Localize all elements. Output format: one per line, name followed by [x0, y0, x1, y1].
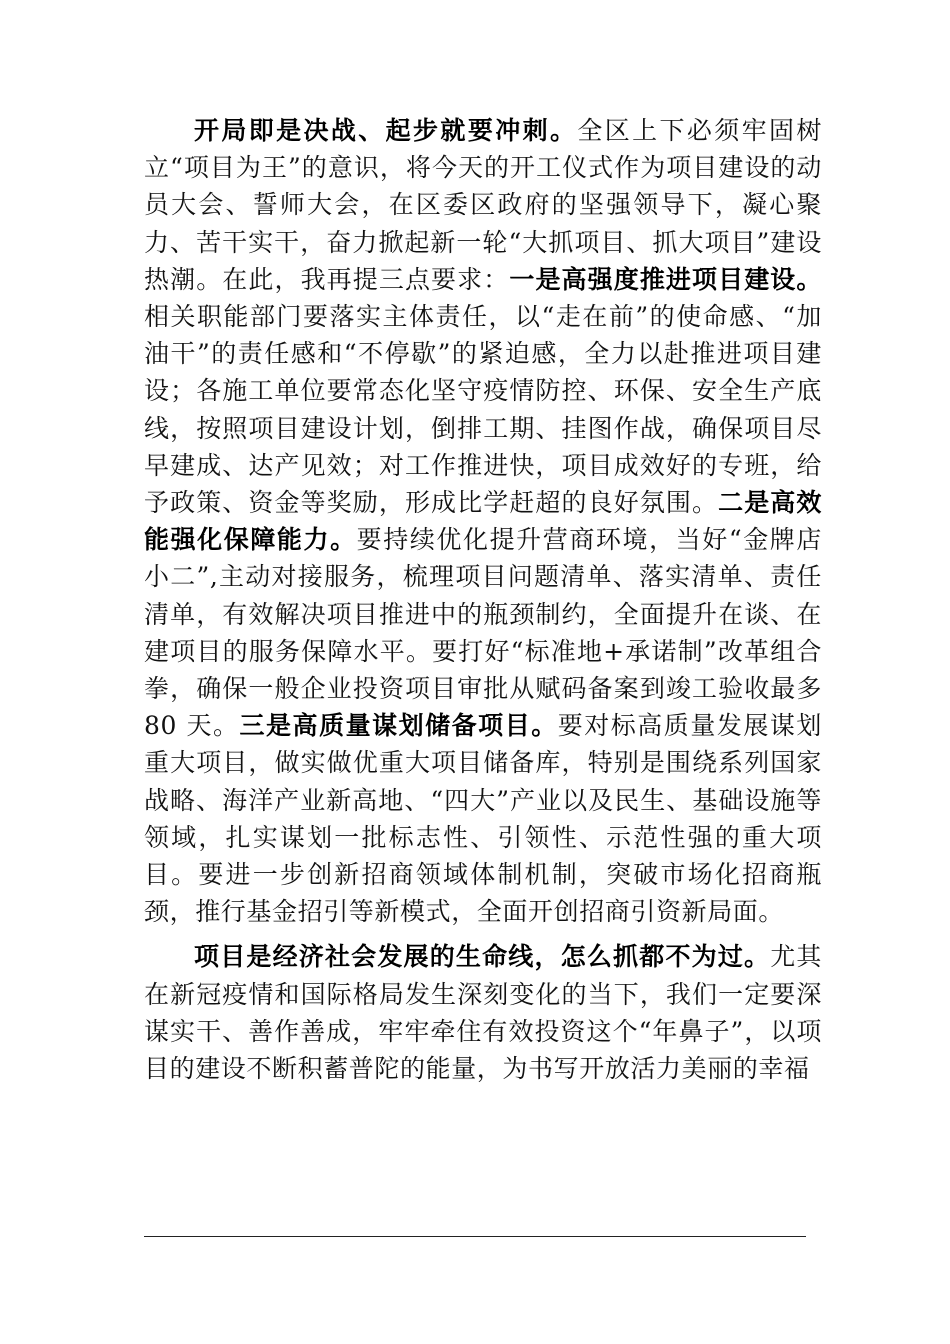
requirement-heading-3: 三是高质量谋划储备项目。 [239, 711, 558, 741]
paragraph-text: 要持续优化提升营商环境，当好“金牌店小二”,主动对接服务，梳理项目问题清单、落实清单、责任清单，有效解决项目推进中的瓶颈制约，全面提升在谈、在建项目的服务保障水平。要打好“标准地+承诺制”改革组合拳，确保一般企业投资项目审批从赋码备案到竣工验收最多 80 天。 [144, 525, 822, 741]
paragraph-text: 要对标高质量发展谋划重大项目，做实做优重大项目储备库，特别是围绕系列国家战略、海洋产业新高地、“四大”产业以及民生、基础设施等领域，扎实谋划一批标志性、引领性、示范性强的重大项目。要进一步创新招商领域体制机制，突破市场化招商瓶颈，推行基金招引等新模式，全面开创招商引资新局面。 [144, 711, 822, 927]
paragraph-text: 相关职能部门要落实主体责任，以“走在前”的使命感、“加油干”的责任感和“不停歇”的紧迫感，全力以赴推进项目建设；各施工单位要常态化坚守疫情防控、环保、安全生产底线，按照项目建设计划，倒排工期、挂图作战，确保项目尽早建成、达产见效；对工作推进快，项目成效好的专班，给予政策、资金等奖励，形成比学赶超的良好氛围。 [144, 302, 822, 518]
requirement-heading-1: 一是高强度推进项目建设。 [509, 264, 822, 294]
paragraph-1 [144, 112, 822, 930]
paragraph-heading: 开局即是决战、起步就要冲刺。 [194, 116, 578, 145]
paragraph-2 [144, 938, 822, 1087]
paragraph-text: 尤其在新冠疫情和国际格局发生深刻变化的当下，我们一定要深谋实干、善作善成，牢牢牵住有效投资这个“年鼻子”，以项目的建设不断积蓄普陀的能量，为书写开放活力美丽的幸福 [144, 942, 823, 1084]
document-body [144, 112, 822, 1087]
paragraph-text: 全区上下必须牢固树立“项目为王”的意识，将今天的开工仪式作为项目建设的动员大会、誓师大会，在区委区政府的坚强领导下，凝心聚力、苦干实干，奋力掀起新一轮“大抓项目、抓大项目”建设热潮。在此，我再提三点要求： [144, 116, 822, 294]
requirement-heading-2: 二是高效能强化保障能力。 [144, 488, 822, 555]
footer-divider [144, 1236, 806, 1237]
paragraph-heading: 项目是经济社会发展的生命线，怎么抓都不为过。 [194, 942, 771, 972]
